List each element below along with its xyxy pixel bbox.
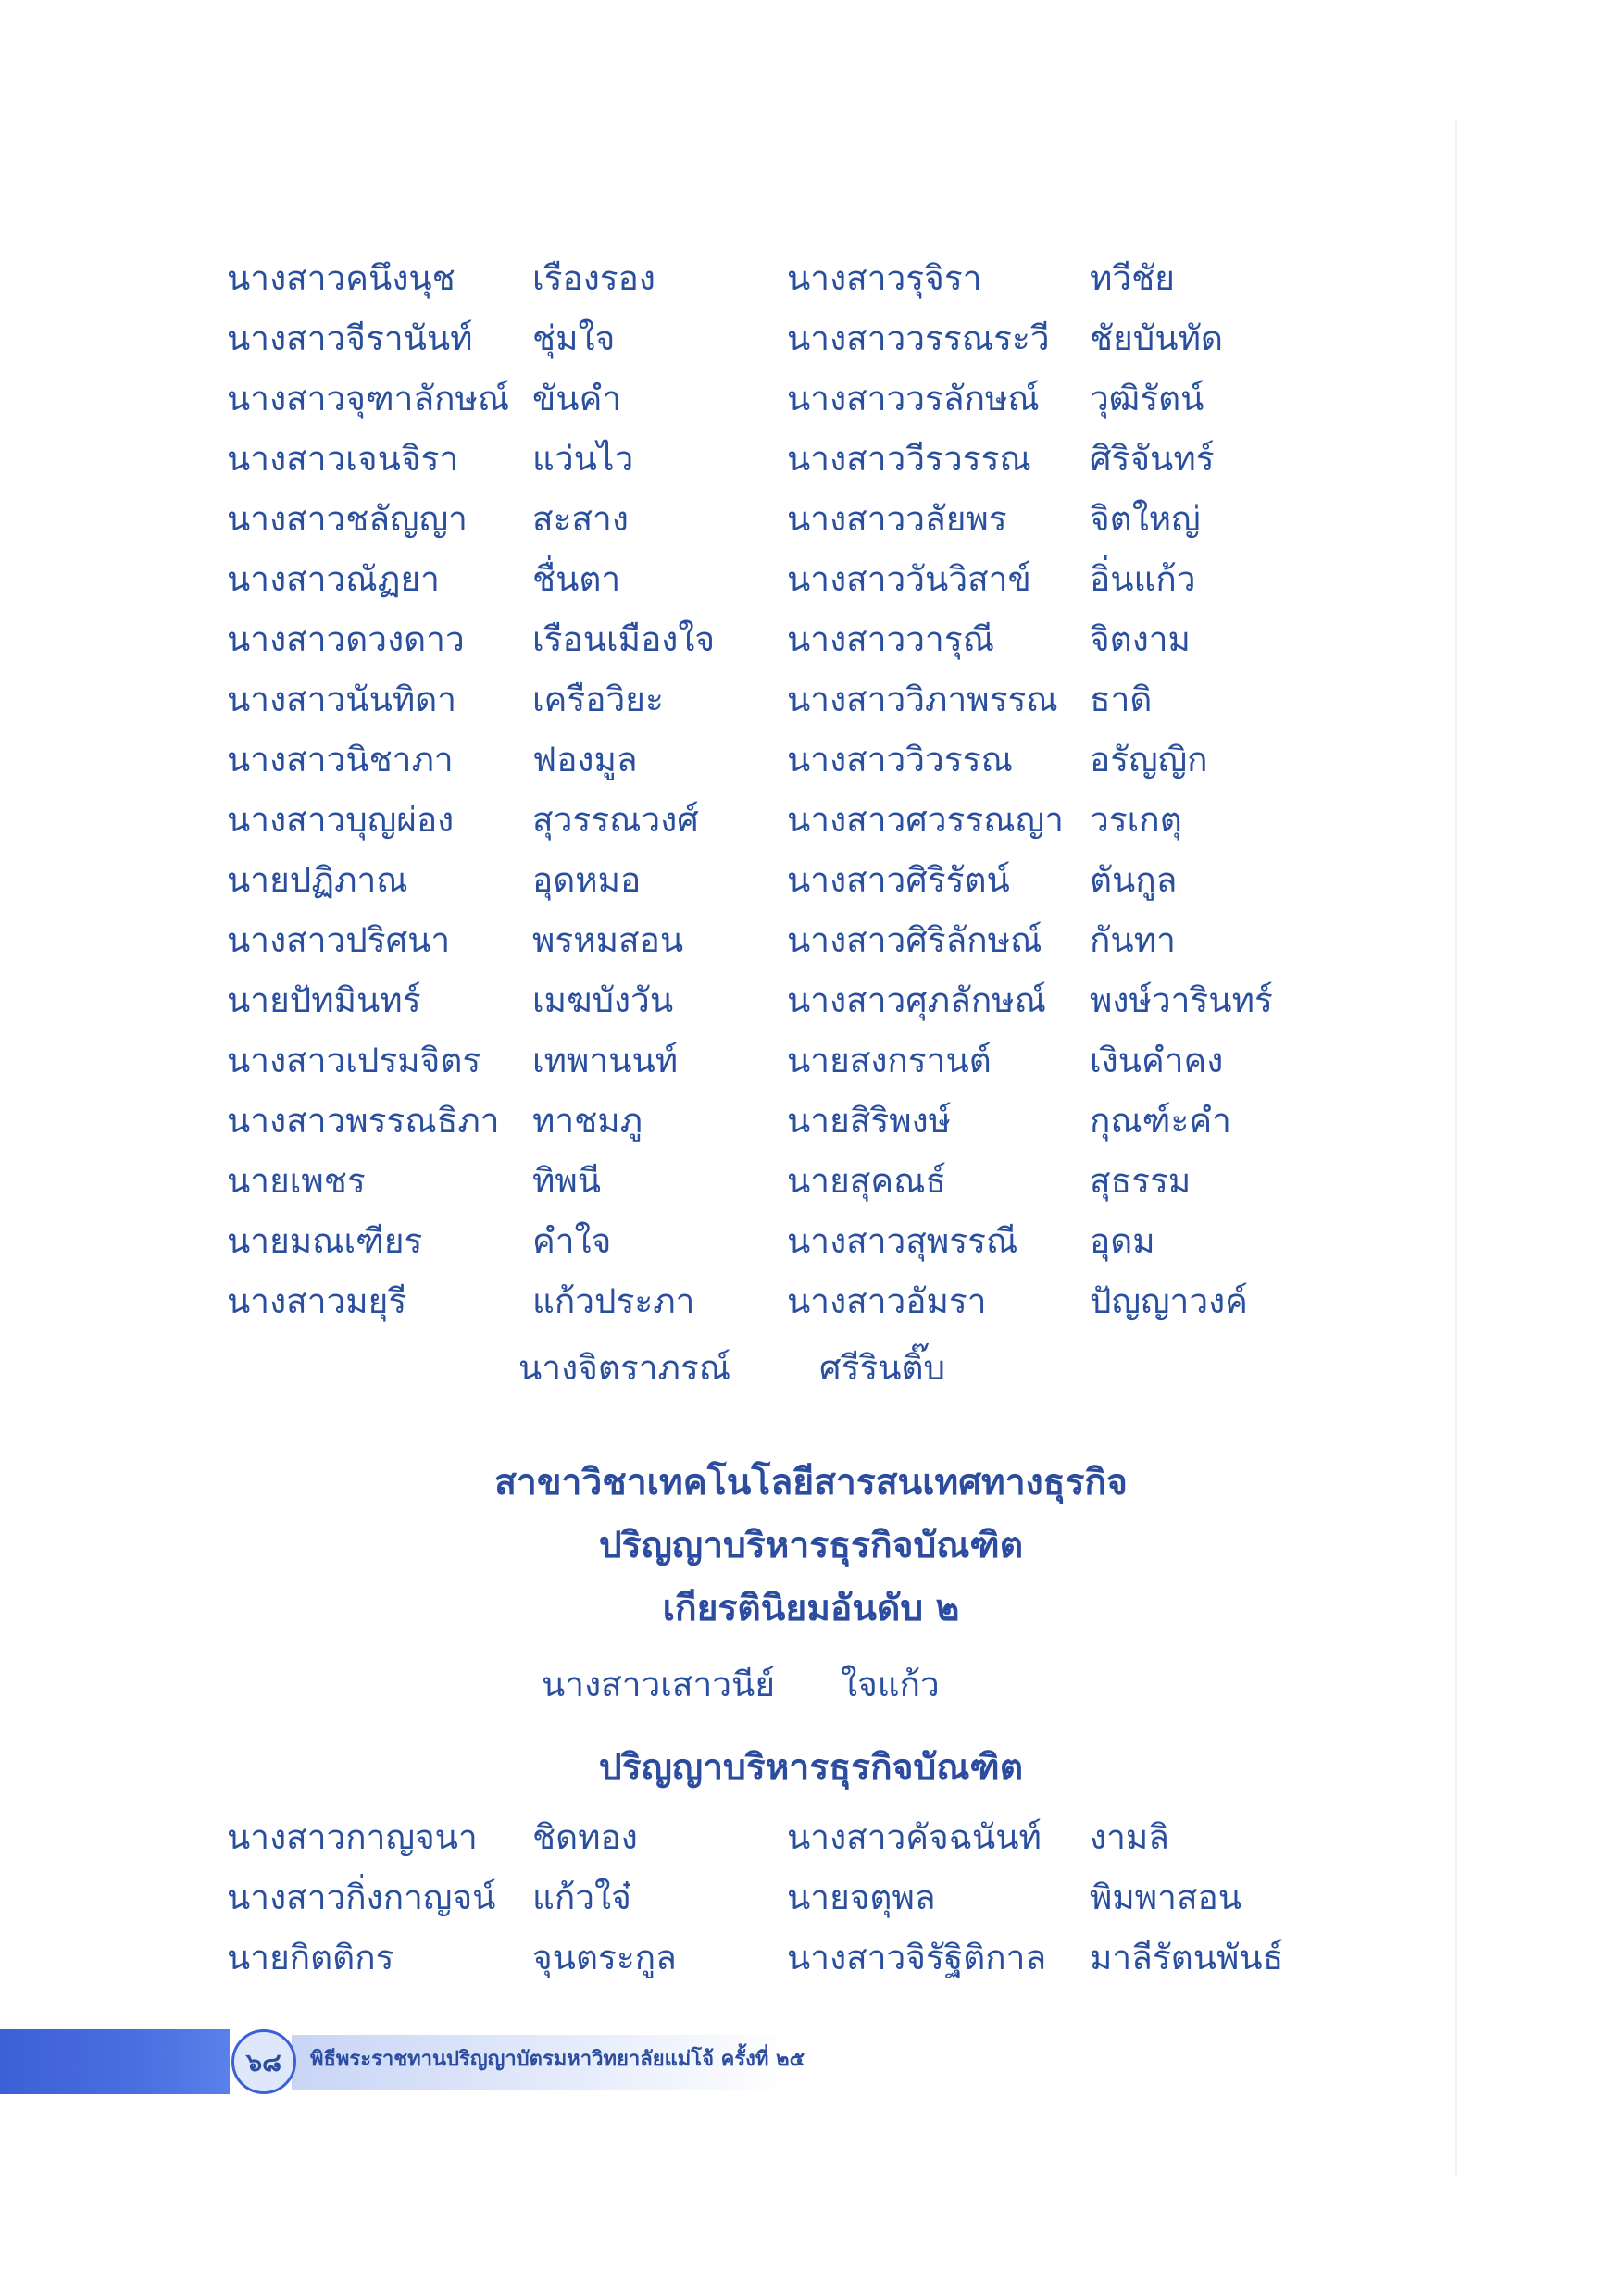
name-row	[227, 1030, 1319, 1091]
graduate-last-name: เทพานนท์	[532, 1041, 679, 1080]
graduate-first-name: นางสาวกาญจนา	[227, 1817, 478, 1857]
major-heading: สาขาวิชาเทคโนโลยีสารสนเทศทางธุรกิจ	[494, 1462, 1128, 1504]
graduate-last-name: เรืองรอง	[532, 258, 655, 298]
graduate-first-name: นางสาวศิริลักษณ์	[787, 920, 1042, 960]
graduate-first-name: นางสาวเปรมจิตร	[227, 1041, 481, 1080]
name-row	[227, 489, 1319, 549]
graduate-last-name: อุดหมอ	[532, 860, 642, 900]
degree-heading-2: ปริญญาบริหารธุรกิจบัณฑิต	[598, 1747, 1024, 1789]
graduate-first-name: นางสาวคัจฉนันท์	[787, 1817, 1042, 1857]
footer-ceremony-text: พิธีพระราชทานปริญญาบัตรมหาวิทยาลัยแม่โจ้ ครั้งที่ ๒๕	[310, 2048, 805, 2071]
name-row	[227, 669, 1319, 730]
name-row	[227, 429, 1319, 489]
graduate-last-name: กุณฑ์ะคำ	[1090, 1101, 1231, 1141]
graduate-first-name: นางสาวศุภลักษณ์	[787, 980, 1046, 1020]
graduate-first-name: นายจตุพล	[787, 1878, 936, 1917]
graduate-last-name: พิมพาสอน	[1090, 1878, 1242, 1917]
graduate-first-name: นางสาวจีรานันท์	[227, 318, 473, 358]
page-edge-line	[1455, 120, 1457, 2176]
name-row	[227, 1091, 1319, 1151]
graduate-last-name: ตันกูล	[1090, 860, 1178, 900]
graduate-last-name: จุนตระกูล	[532, 1938, 677, 1978]
graduate-first-name: นางสาววีรวรรณ	[787, 439, 1031, 479]
graduate-last-name: สุวรรณวงศ์	[532, 800, 699, 840]
graduate-last-name: ชุ่มใจ	[532, 318, 616, 358]
graduate-first-name: นางสาวเจนจิรา	[227, 439, 459, 479]
graduate-first-name: นางสาวจิรัฐิติกาล	[787, 1938, 1047, 1978]
graduate-last-name: ฟองมูล	[532, 740, 638, 780]
graduate-last-name: ชัยบันทัด	[1090, 318, 1223, 358]
graduate-first-name: นายสุคณธ์	[787, 1161, 946, 1201]
graduate-first-name: นางสาววันวิสาข์	[787, 559, 1031, 599]
name-row	[227, 549, 1319, 609]
name-row	[227, 910, 1319, 970]
honor-first-name: นางสาวเสาวนีย์	[542, 1665, 776, 1704]
graduate-last-name: มาลีรัตนพันธ์	[1090, 1938, 1284, 1978]
graduate-first-name: นางสาววารุณี	[787, 619, 995, 659]
graduate-last-name: ชื่นตา	[532, 559, 621, 599]
graduate-first-name: นางสาวนิชาภา	[227, 740, 454, 780]
graduate-last-name: อรัญญิก	[1090, 740, 1208, 780]
footer-blue-bar	[0, 2029, 230, 2094]
graduate-first-name: นางสาวนันทิดา	[227, 680, 457, 719]
graduate-first-name: นางสาวจุฑาลักษณ์	[227, 379, 510, 418]
graduate-last-name: จิตงาม	[1090, 619, 1191, 659]
graduate-last-name: ขันคำ	[532, 379, 622, 418]
graduate-first-name: นางสาววิภาพรรณ	[787, 680, 1058, 719]
graduate-last-name: เมฆบังวัน	[532, 980, 674, 1020]
honor-last-name: ใจแก้ว	[841, 1665, 940, 1704]
graduate-last-name: พงษ์วารินทร์	[1090, 980, 1273, 1020]
graduate-list-last-entry	[0, 1341, 1622, 1396]
graduate-first-name: นางสาวณัฏยา	[227, 559, 440, 599]
name-row	[227, 970, 1319, 1030]
graduate-last-name: แว่นไว	[532, 439, 634, 479]
honor-graduate-entry	[0, 1657, 1622, 1713]
graduate-last-name: เงินคำคง	[1090, 1041, 1224, 1080]
name-row	[227, 1867, 1319, 1928]
graduate-last-name: สุธรรม	[1090, 1161, 1192, 1201]
graduate-last-name: ปัญญาวงค์	[1090, 1281, 1248, 1321]
graduate-first-name: นางสาวชลัญญา	[227, 499, 468, 539]
name-row	[227, 248, 1319, 308]
graduate-first-name: นางสาวศิริรัตน์	[787, 860, 1010, 900]
graduate-first-name: นางสาวสุพรรณี	[787, 1221, 1018, 1261]
graduate-last-name: ทิพนี	[532, 1161, 602, 1201]
graduate-last-name: งามลิ	[1090, 1817, 1169, 1857]
name-row	[227, 1271, 1319, 1331]
honor-heading: เกียรตินิยมอันดับ ๒	[662, 1588, 960, 1629]
graduate-last-name: แก้วใจ๋	[532, 1878, 631, 1917]
name-row	[227, 730, 1319, 790]
graduate-last-name: เรือนเมืองใจ	[532, 619, 716, 659]
graduate-first-name: นายกิตติกร	[227, 1938, 394, 1978]
graduate-last-name: คำใจ	[532, 1221, 612, 1261]
graduate-first-name: นางสาวอัมรา	[787, 1281, 987, 1321]
page-number-badge: ๖๘	[231, 2029, 296, 2094]
name-row	[227, 1807, 1319, 1867]
graduate-first-name: นางสาวคนึงนุช	[227, 258, 455, 298]
name-row	[227, 790, 1319, 850]
graduate-first-name: นางสาวกิ่งกาญจน์	[227, 1878, 496, 1917]
name-row	[227, 308, 1319, 368]
graduate-first-name: นางสาวดวงดาว	[227, 619, 465, 659]
name-row	[227, 1928, 1319, 1988]
graduate-first-name: นายเพชร	[227, 1161, 366, 1201]
graduate-last-name: จิตใหญ่	[1090, 499, 1201, 539]
name-row	[227, 1211, 1319, 1271]
graduate-last-name: กันทา	[1090, 920, 1176, 960]
graduate-first-name: นางสาววรรณระวี	[787, 318, 1050, 358]
graduate-first-name: นายสงกรานต์	[787, 1041, 992, 1080]
graduate-last-name: สะสาง	[532, 499, 629, 539]
graduate-first-name: นางสาวพรรณธิภา	[227, 1101, 500, 1141]
name-row	[227, 609, 1319, 669]
graduate-last-name: ชิดทอง	[532, 1817, 638, 1857]
graduate-last-name: ศิริจันทร์	[1090, 439, 1215, 479]
graduate-first-name: นางสาวศวรรณญา	[787, 800, 1064, 840]
graduate-first-name: นายปฏิภาณ	[227, 860, 408, 900]
graduate-last-name: แก้วประภา	[532, 1281, 695, 1321]
graduate-first-name: นางสาวรุจิรา	[787, 258, 982, 298]
graduate-first-name: นายสิริพงษ์	[787, 1101, 952, 1141]
degree-heading: ปริญญาบริหารธุรกิจบัณฑิต	[598, 1525, 1024, 1566]
graduate-first-name: นายมณเฑียร	[227, 1221, 423, 1261]
graduate-first-name: นางสาวปริศนา	[227, 920, 451, 960]
graduate-last-name: ศรีรินติ๊บ	[819, 1348, 946, 1388]
name-row	[227, 368, 1319, 429]
graduate-last-name: อิ่นแก้ว	[1090, 559, 1196, 599]
graduate-last-name: ทาชมภู	[532, 1101, 643, 1141]
graduate-last-name: พรหมสอน	[532, 920, 684, 960]
graduate-last-name: เครือวิยะ	[532, 680, 664, 719]
graduate-first-name: นางสาววลัยพร	[787, 499, 1007, 539]
graduate-first-name: นายปัทมินทร์	[227, 980, 421, 1020]
graduate-first-name: นางสาวบุญผ่อง	[227, 800, 455, 840]
graduate-last-name: วุฒิรัตน์	[1090, 379, 1204, 418]
graduate-first-name: นางสาวมยุรี	[227, 1281, 407, 1321]
graduate-last-name: ธาดิ	[1090, 680, 1153, 719]
name-row	[227, 850, 1319, 910]
graduate-first-name: นางจิตราภรณ์	[518, 1348, 731, 1388]
graduate-list-section-1	[227, 248, 1319, 1331]
graduate-last-name: อุดม	[1090, 1221, 1155, 1261]
graduate-last-name: วรเกตุ	[1090, 800, 1182, 840]
graduate-first-name: นางสาววรลักษณ์	[787, 379, 1040, 418]
graduate-last-name: ทวีชัย	[1090, 258, 1175, 298]
graduate-list-section-2	[227, 1807, 1319, 1988]
name-row	[227, 1151, 1319, 1211]
graduate-first-name: นางสาววิวรรณ	[787, 740, 1013, 780]
